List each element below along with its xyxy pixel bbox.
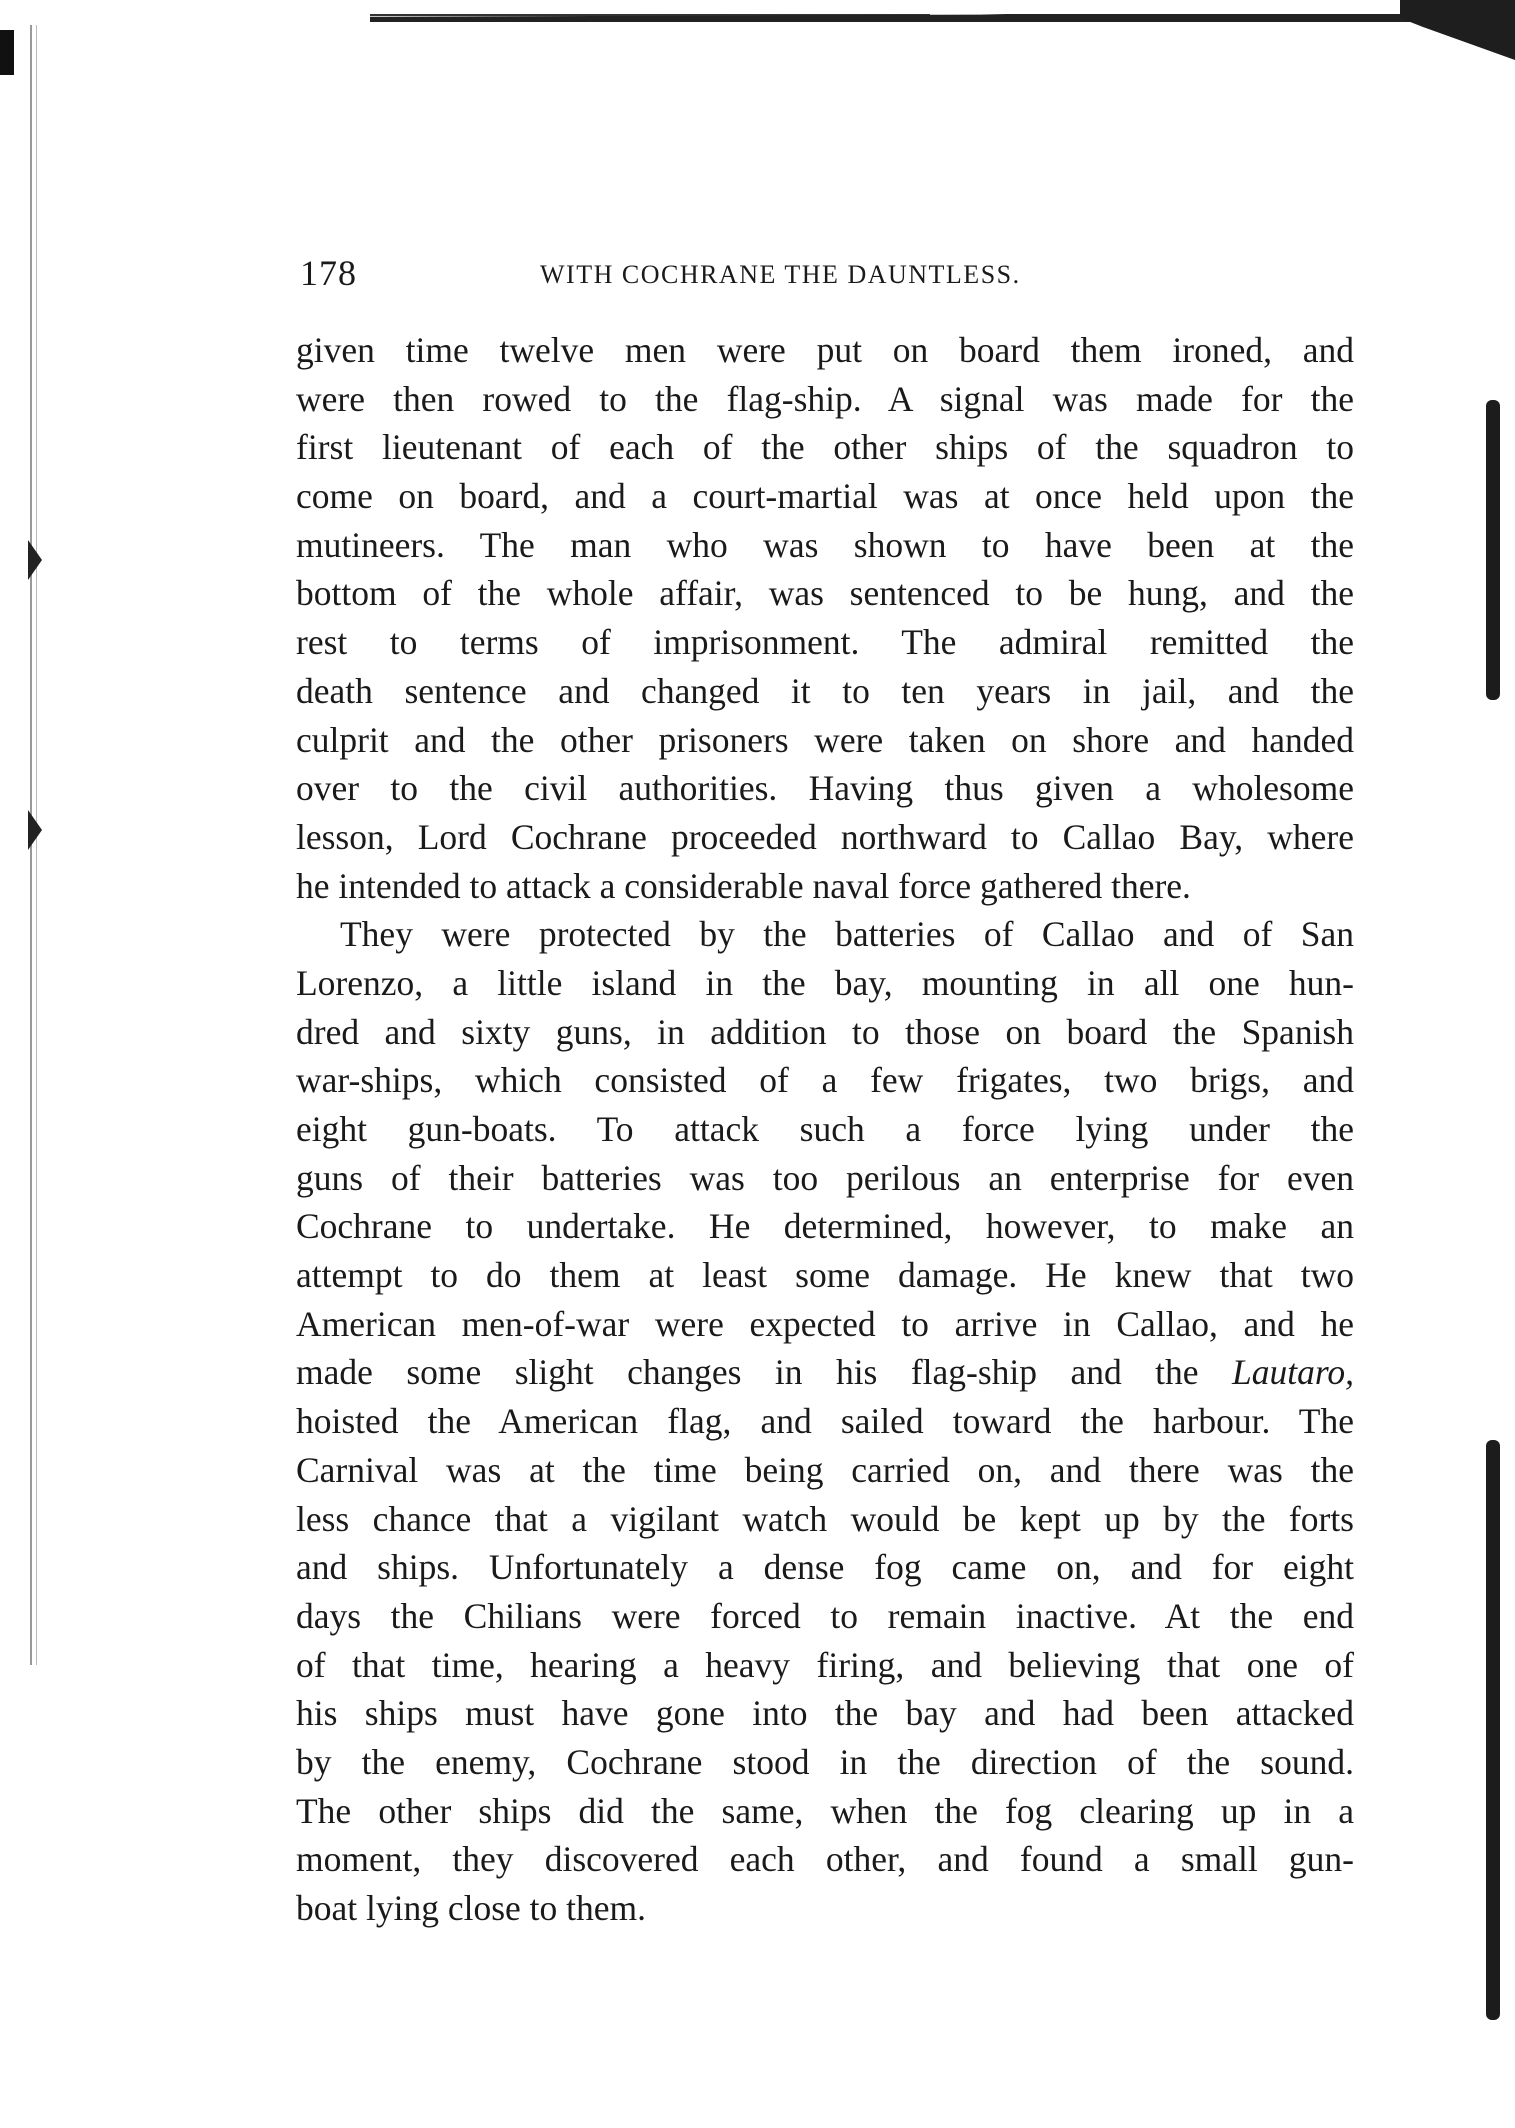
scan-left-rule-inner — [36, 25, 37, 1665]
text-line: first lieutenant of each of the other ships of the squadron to — [296, 427, 1354, 468]
scan-left-mark — [0, 30, 14, 75]
text-line: his ships must have gone into the bay and had been attacked — [296, 1693, 1354, 1734]
scan-left-notch — [28, 810, 42, 850]
text-line: attempt to do them at least some damage. He knew that two — [296, 1255, 1354, 1296]
text-line: given time twelve men were put on board them ironed, and — [296, 330, 1354, 370]
text-line: over to the civil authorities. Having thus given a wholesome — [296, 768, 1354, 809]
text-line: were then rowed to the flag-ship. A signal was made for the — [296, 378, 1354, 419]
text-line: boat lying close to them. — [296, 1888, 647, 1928]
text-line: come on board, and a court-martial was at once held upon the — [296, 476, 1354, 517]
text-line: bottom of the whole affair, was sentenced to be hung, and the — [296, 573, 1354, 614]
running-title: WITH COCHRANE THE DAUNTLESS. — [540, 260, 1021, 289]
text-line: days the Chilians were forced to remain inactive. At the end — [296, 1595, 1354, 1636]
text-line: eight gun-boats. To attack such a force lying under the — [296, 1109, 1354, 1149]
text-line: dred and sixty guns, in addition to those on board the Spanish — [296, 1011, 1354, 1052]
scan-left-notch — [28, 540, 42, 580]
paragraph — [296, 910, 1354, 1932]
text-line: The other ships did the same, when the fog clearing up in a — [296, 1790, 1354, 1831]
text-line: mutineers. The man who was shown to have been at the — [296, 524, 1354, 565]
body-text — [296, 326, 1354, 1933]
page-number: 178 — [300, 253, 357, 293]
text-line: American men-of-war were expected to arrive in Callao, and he — [296, 1303, 1354, 1344]
text-line: less chance that a vigilant watch would be kept up by the forts — [296, 1498, 1354, 1539]
text-line: moment, they discovered each other, and found a small gun- — [296, 1839, 1354, 1880]
text-fragment: made some slight changes in his flag-ship and the — [296, 1352, 1199, 1393]
text-line: he intended to attack a considerable naval force gathered there. — [296, 865, 1191, 906]
text-line: hoisted the American flag, and sailed toward the harbour. The — [296, 1401, 1354, 1442]
text-line: They were protected by the batteries of Callao and of San — [340, 914, 1354, 955]
text-line: by the enemy, Cochrane stood in the direction of the sound. — [296, 1741, 1354, 1782]
paragraph — [296, 326, 1354, 910]
text-line: Carnival was at the time being carried on, and there was the — [296, 1449, 1354, 1490]
ship-name: Lautaro, — [1232, 1352, 1355, 1393]
page-header — [300, 252, 1240, 302]
text-line: guns of their batteries was too perilous an enterprise for even — [296, 1157, 1354, 1198]
scan-corner-shadow — [1400, 0, 1515, 60]
text-line: culprit and the other prisoners were taken on shore and handed — [296, 719, 1354, 760]
scan-right-edge-shadow — [1486, 1440, 1500, 2020]
text-line: rest to terms of imprisonment. The admiral remitted the — [296, 622, 1354, 663]
text-line: lesson, Lord Cochrane proceeded northward to Callao Bay, where — [296, 816, 1354, 857]
text-line-lautaro — [296, 1348, 1354, 1397]
scan-right-edge-shadow — [1486, 400, 1500, 700]
text-line: Lorenzo, a little island in the bay, mounting in all one hun- — [296, 962, 1354, 1003]
text-line: death sentence and changed it to ten years in jail, and the — [296, 670, 1354, 711]
text-line: Cochrane to undertake. He determined, however, to make an — [296, 1206, 1354, 1247]
text-line: and ships. Unfortunately a dense fog came on, and for eight — [296, 1547, 1354, 1588]
scan-top-edge-shadow — [370, 8, 1480, 30]
text-line: of that time, hearing a heavy firing, and believing that one of — [296, 1644, 1354, 1685]
text-line: war-ships, which consisted of a few frigates, two brigs, and — [296, 1060, 1354, 1101]
